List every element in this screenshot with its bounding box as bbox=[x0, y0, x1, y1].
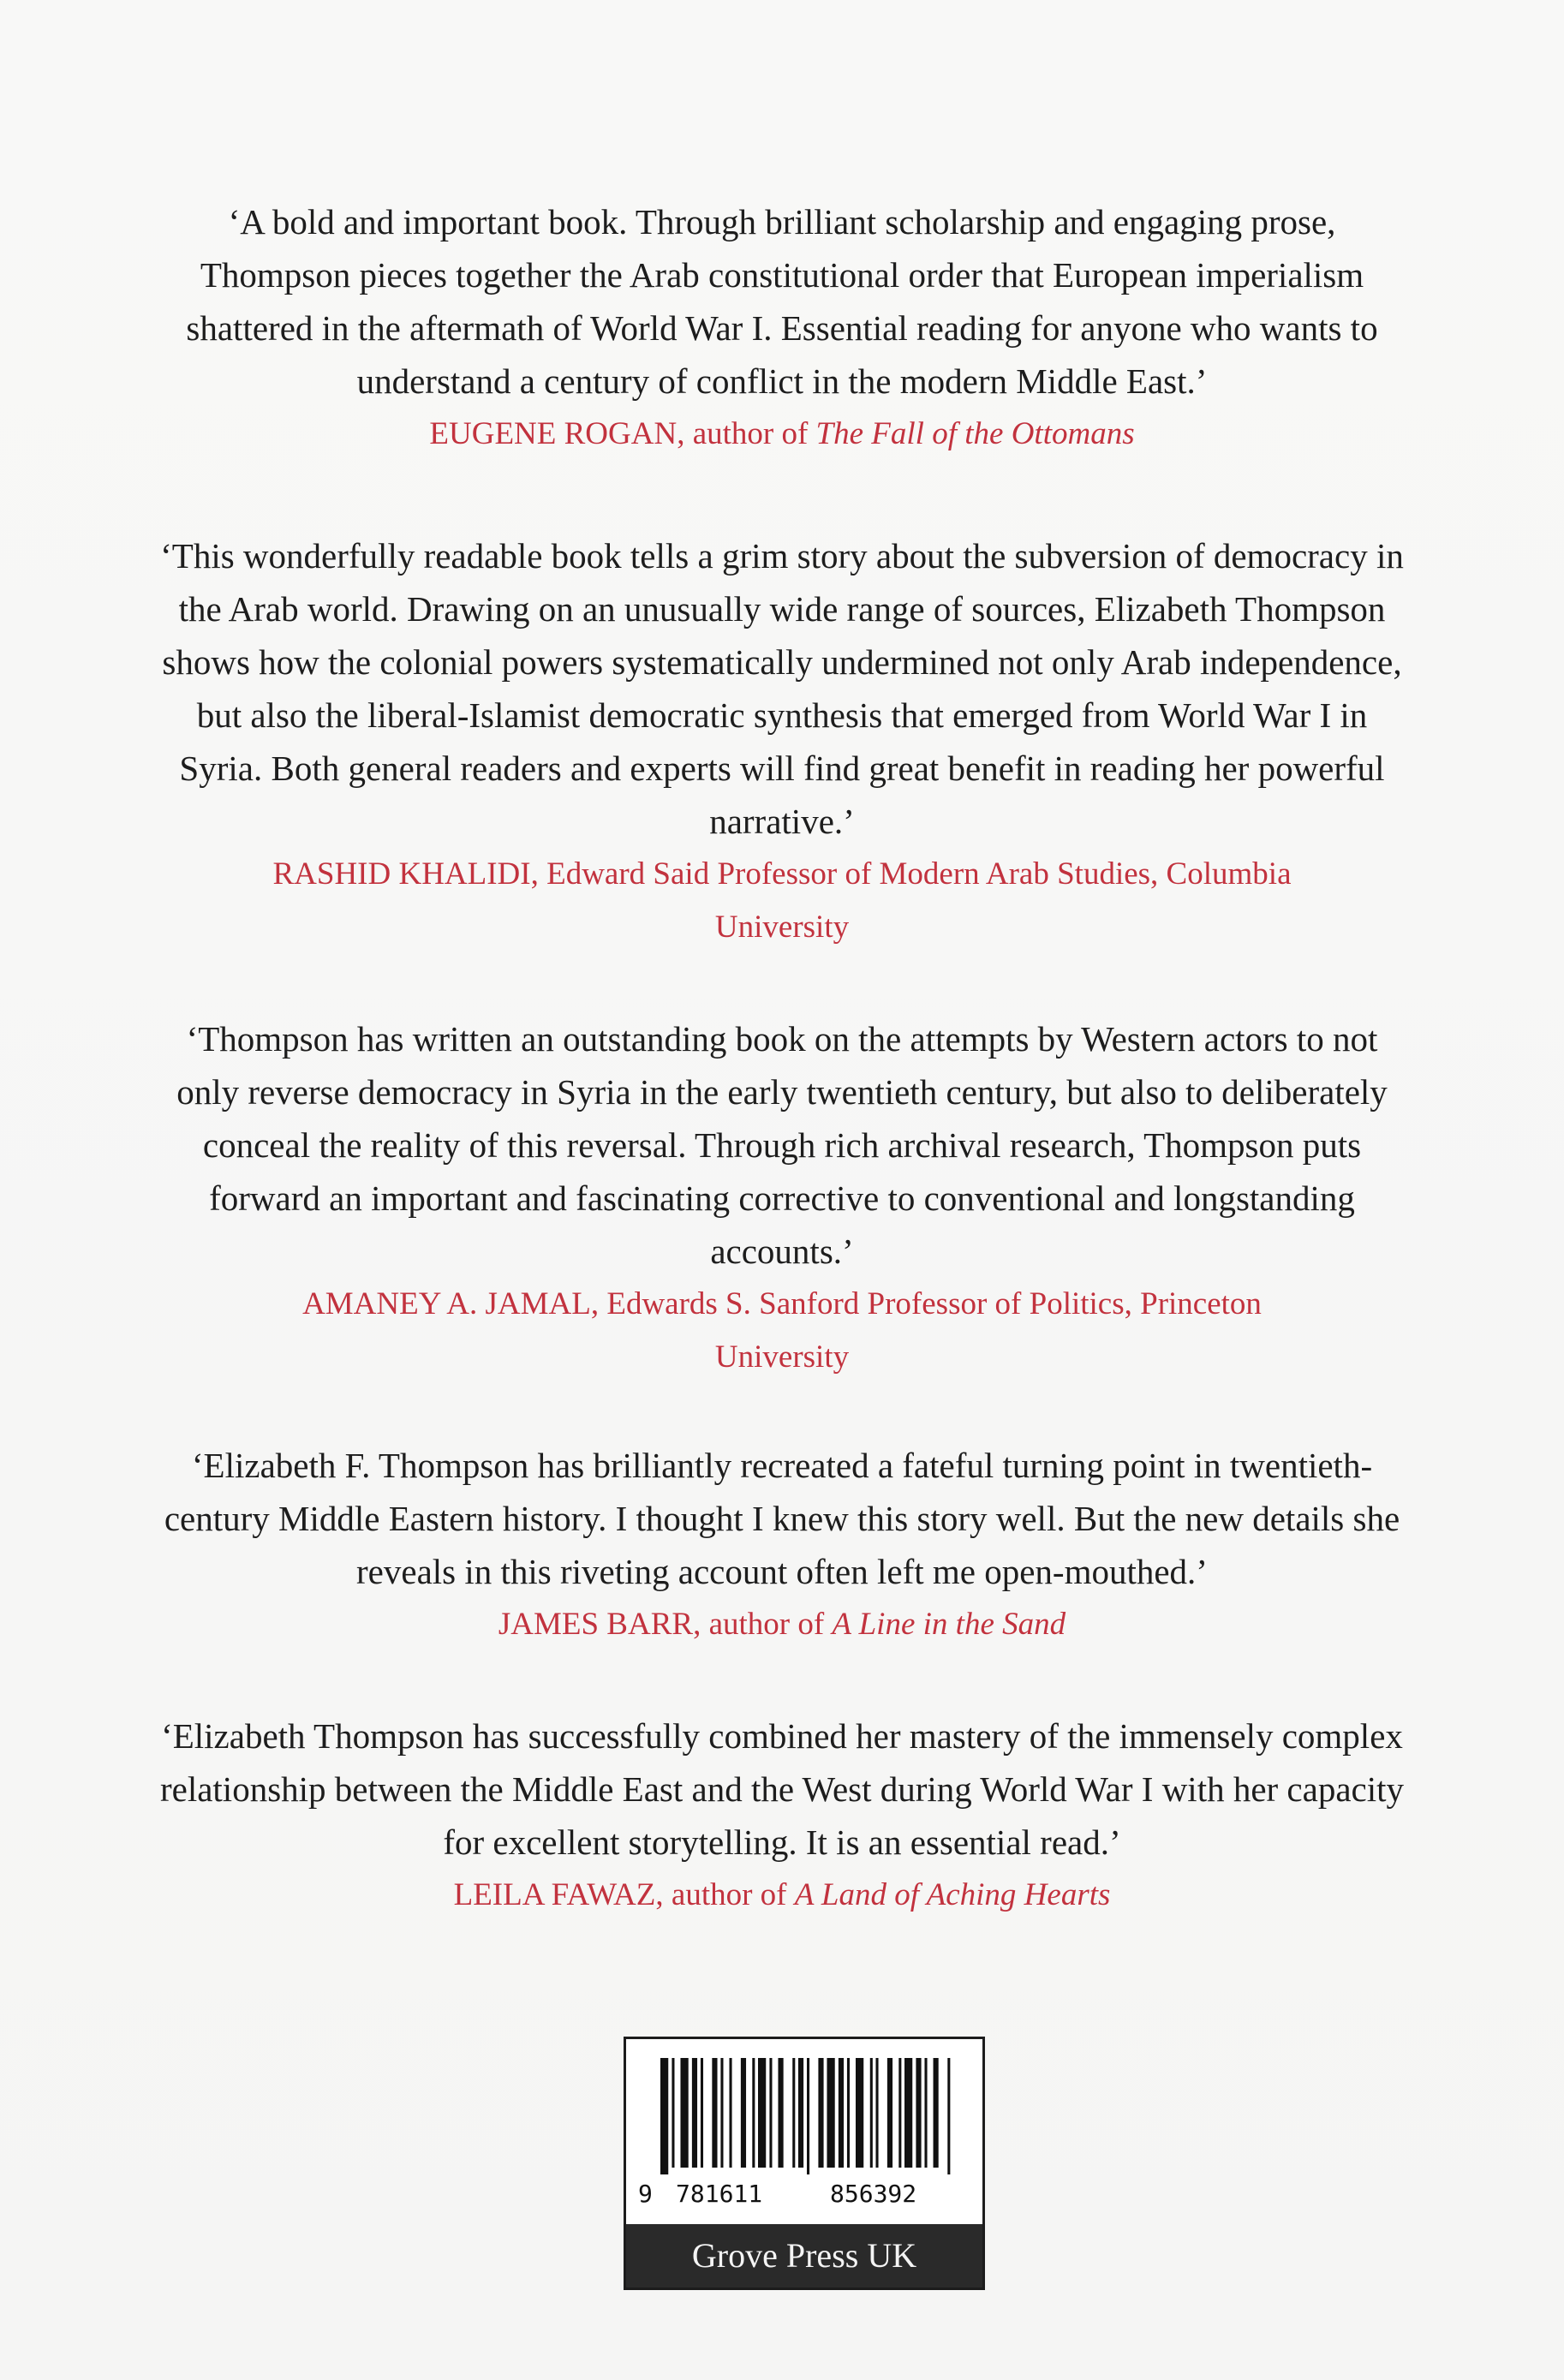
reviewer-role: , Edward Said Professor of Modern Arab Studies, Columbia University bbox=[530, 856, 1292, 945]
barcode-bar bbox=[807, 2058, 809, 2174]
isbn-digit-group-left: 781611 bbox=[676, 2180, 763, 2208]
reviewer-name: AMANEY A. JAMAL bbox=[302, 1286, 591, 1321]
reviewer-role: , author of bbox=[693, 1607, 833, 1642]
review-blurb bbox=[111, 1709, 1453, 1922]
barcode-bar bbox=[798, 2058, 803, 2168]
review-quote: ‘This wonderfully readable book tells a grim story about the subversion of democracy in the Arab world. Drawing on an unusually wide range of sources, Elizabeth Thompson shows how the colonial powers systematically undermined not only Arab independence, but also the liberal-Islamist democratic synthesis that emerged from World War I in Syria. Both general readers and experts will find great benefit in reading her powerful narrative.’ bbox=[160, 536, 1404, 841]
review-blurb bbox=[111, 1012, 1453, 1384]
barcode-bar bbox=[729, 2058, 731, 2168]
barcode-bar bbox=[916, 2058, 921, 2168]
barcode-bar bbox=[672, 2058, 674, 2168]
review-quote: ‘A bold and important book. Through brilliant scholarship and engaging prose, Thompson pieces together the Arab constitutional order that European imperialism shattered in the aftermath of World War I. Essential reading for anyone who wants to understand a century of conflict in the modern Middle East.’ bbox=[186, 202, 1378, 401]
isbn-barcode bbox=[624, 2037, 985, 2290]
barcode-bar bbox=[741, 2058, 746, 2168]
review-blurb bbox=[111, 1439, 1453, 1651]
barcode-bar bbox=[827, 2058, 834, 2168]
barcode-bar bbox=[712, 2058, 717, 2168]
reviewer-role: , author of bbox=[655, 1877, 795, 1912]
barcode-bar bbox=[924, 2058, 927, 2168]
barcode-bar bbox=[720, 2058, 723, 2168]
reviewer-work-title: The Fall of the Ottomans bbox=[815, 416, 1135, 451]
reviewer-name: JAMES BARR bbox=[498, 1607, 694, 1642]
review-attribution bbox=[111, 848, 1453, 954]
review-blurb bbox=[111, 529, 1453, 954]
barcode-bar bbox=[680, 2058, 688, 2168]
reviewer-name: RASHID KHALIDI bbox=[272, 856, 531, 892]
barcode-bar bbox=[856, 2058, 863, 2168]
barcode-bar bbox=[934, 2058, 939, 2168]
review-attribution bbox=[111, 1869, 1453, 1922]
barcode-bar bbox=[887, 2058, 892, 2168]
isbn-number bbox=[626, 2176, 982, 2217]
reviewer-role: , Edwards S. Sanford Professor of Politics, Princeton University bbox=[590, 1286, 1262, 1375]
reviewer-name: EUGENE ROGAN bbox=[429, 416, 678, 451]
barcode-bar bbox=[904, 2058, 912, 2168]
barcode-bar bbox=[701, 2058, 703, 2168]
review-quote: ‘Elizabeth Thompson has successfully combined her mastery of the immensely complex relationship between the Middle East and the West during World War I with her capacity for excellent storytelling. It is an essential read.’ bbox=[159, 1716, 1405, 1862]
review-blurb bbox=[111, 195, 1453, 461]
review-attribution bbox=[111, 1278, 1453, 1384]
review-quote: ‘Thompson has written an outstanding book on the attempts by Western actors to not only reverse democracy in Syria in the early twentieth century, but also to deliberately conceal the reality of this reversal. Through rich archival research, Thompson puts forward an important and fascinating corrective to conventional and longstanding accounts.’ bbox=[176, 1019, 1388, 1271]
reviewer-role: , author of bbox=[677, 416, 816, 451]
barcode-bar bbox=[847, 2058, 850, 2168]
barcode-bar bbox=[898, 2058, 901, 2168]
isbn-digit-group-right: 856392 bbox=[830, 2180, 917, 2208]
barcode-bar bbox=[778, 2058, 783, 2168]
reviewer-work-title: A Land of Aching Hearts bbox=[794, 1877, 1111, 1912]
barcode-bar bbox=[947, 2058, 950, 2174]
barcode-bars bbox=[660, 2058, 953, 2174]
barcode-bar bbox=[752, 2058, 755, 2168]
barcode-bar bbox=[839, 2058, 844, 2168]
barcode-bar bbox=[692, 2058, 697, 2168]
isbn-lead-digit: 9 bbox=[638, 2180, 653, 2208]
review-attribution bbox=[111, 408, 1453, 461]
reviewer-name: LEILA FAWAZ bbox=[453, 1877, 656, 1912]
barcode-bar bbox=[818, 2058, 823, 2168]
reviewer-work-title: A Line in the Sand bbox=[832, 1607, 1066, 1642]
review-quote: ‘Elizabeth F. Thompson has brilliantly recreated a fateful turning point in twentieth-century Middle Eastern history. I thought I knew this story well. But the new details she reveals in this riveting account often left me open-mouthed.’ bbox=[164, 1446, 1400, 1591]
barcode-bar bbox=[870, 2058, 873, 2168]
barcode-bar bbox=[769, 2058, 772, 2168]
barcode-bar bbox=[875, 2058, 878, 2168]
barcode-bar bbox=[758, 2058, 766, 2168]
barcode-bar bbox=[792, 2058, 795, 2168]
review-attribution bbox=[111, 1598, 1453, 1651]
publisher-label: Grove Press UK bbox=[626, 2224, 982, 2288]
barcode-bar bbox=[660, 2058, 668, 2174]
